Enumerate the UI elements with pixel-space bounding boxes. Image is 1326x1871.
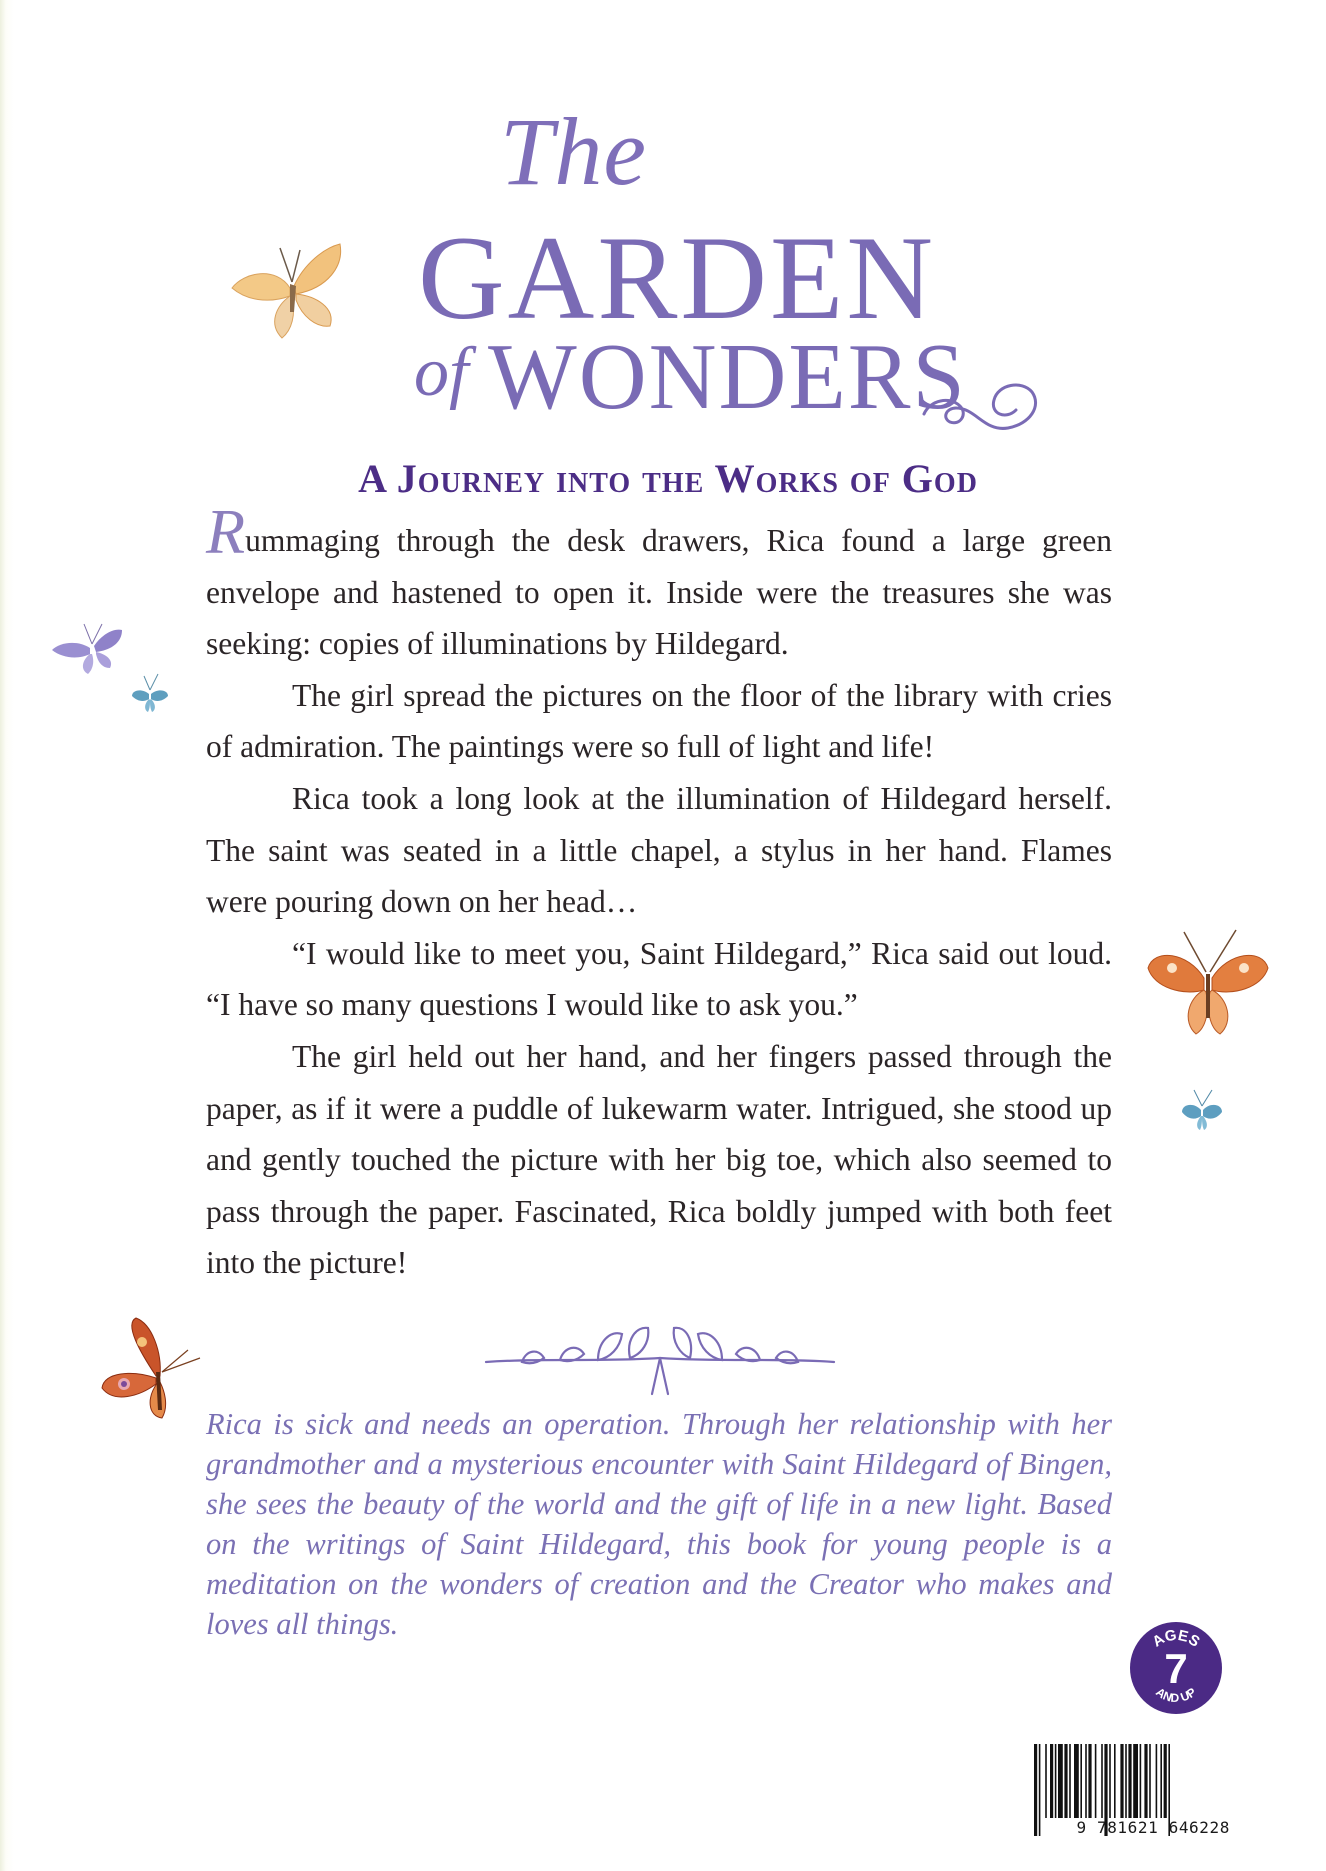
subtitle: A Journey into the Works of God (358, 456, 978, 501)
barcode-bar (1149, 1744, 1151, 1818)
barcode-bar (1160, 1744, 1162, 1818)
ages-badge (1128, 1620, 1224, 1716)
title-the: The (500, 98, 647, 205)
barcode-bar (1050, 1744, 1053, 1818)
story-excerpt (206, 496, 1112, 1289)
title-swirl-icon (920, 362, 1050, 442)
butterfly-orange-large-icon (1144, 918, 1274, 1048)
excerpt-paragraph: “I would like to meet you, Saint Hildegard,” Rica said out loud. “I have so many questions I would like to ask you.” (206, 935, 1112, 1023)
excerpt-paragraph: The girl spread the pictures on the floor of the library with cries of admiration. The paintings were so full of light and life! (206, 677, 1112, 765)
barcode-bar (1164, 1744, 1167, 1818)
barcode-bar (1095, 1744, 1097, 1818)
excerpt-paragraph-1-text: ummaging through the desk drawers, Rica found a large green envelope and hastened to open it. Inside were the treasures she was seeking: copies of illuminations by Hildegard. (206, 523, 1112, 662)
butterfly-purple-icon (50, 620, 124, 676)
barcode-bar (1120, 1744, 1123, 1818)
barcode-bar (1101, 1744, 1103, 1818)
barcode-bar (1128, 1744, 1131, 1818)
excerpt-paragraph (206, 496, 1112, 670)
title-garden: GARDEN (418, 211, 936, 344)
barcode-bar (1085, 1744, 1087, 1818)
leaf-branch-ornament-icon (480, 1318, 840, 1398)
barcode-bar (1133, 1744, 1138, 1818)
barcode-bar (1055, 1744, 1057, 1818)
drop-cap: R (206, 496, 246, 567)
barcode-bar (1064, 1744, 1067, 1818)
title-wonders: WONDERS (488, 325, 967, 429)
title-block (0, 0, 1326, 470)
title-of: of (414, 334, 469, 411)
butterfly-blue-small-icon (1180, 1088, 1224, 1134)
barcode-bar (1109, 1744, 1111, 1818)
excerpt-paragraph: The girl held out her hand, and her fingers passed through the paper, as if it were a puddle of lukewarm water. Intrigued, she stood up and gently touched the picture with her big toe, which also seemed to pass through the paper. Fascinated, Rica boldly jumped with both feet into the picture! (206, 1038, 1112, 1281)
barcode-bar (1080, 1744, 1082, 1818)
butterfly-orange-icon (224, 226, 354, 350)
barcode-bar (1125, 1744, 1127, 1818)
barcode-digits: 9 781621 646228 (1076, 1818, 1230, 1837)
barcode-bar (1156, 1744, 1158, 1818)
barcode-bar (1144, 1744, 1147, 1818)
barcode-bar (1088, 1744, 1091, 1818)
excerpt-paragraph: Rica took a long look at the illumination of Hildegard herself. The saint was seated in a little chapel, a stylus in her hand. Flames were pouring down on her head… (206, 780, 1112, 920)
barcode-bar (1058, 1744, 1063, 1818)
ages-badge-top-text: AGES (1149, 1626, 1203, 1651)
ages-badge-bottom-text: AND UP (1153, 1684, 1199, 1706)
butterfly-blue-icon (130, 672, 170, 716)
butterfly-red-icon (96, 1312, 208, 1424)
ages-badge-number: 7 (1164, 1645, 1188, 1692)
barcode-bar (1140, 1744, 1142, 1818)
barcode-bar (1114, 1744, 1116, 1818)
back-cover-blurb: Rica is sick and needs an operation. Through her relationship with her grandmother and a mysterious encounter with Saint Hildegard of Bingen, she sees the beauty of the world and the gift of life in a new light. Based on the writings of Saint Hildegard, this book for young people is a meditation on the wonders of creation and the Creator who makes and loves all things. (206, 1407, 1112, 1641)
barcode-bar (1045, 1744, 1047, 1818)
barcode-bar (1069, 1744, 1071, 1818)
barcode-bar (1074, 1744, 1079, 1818)
